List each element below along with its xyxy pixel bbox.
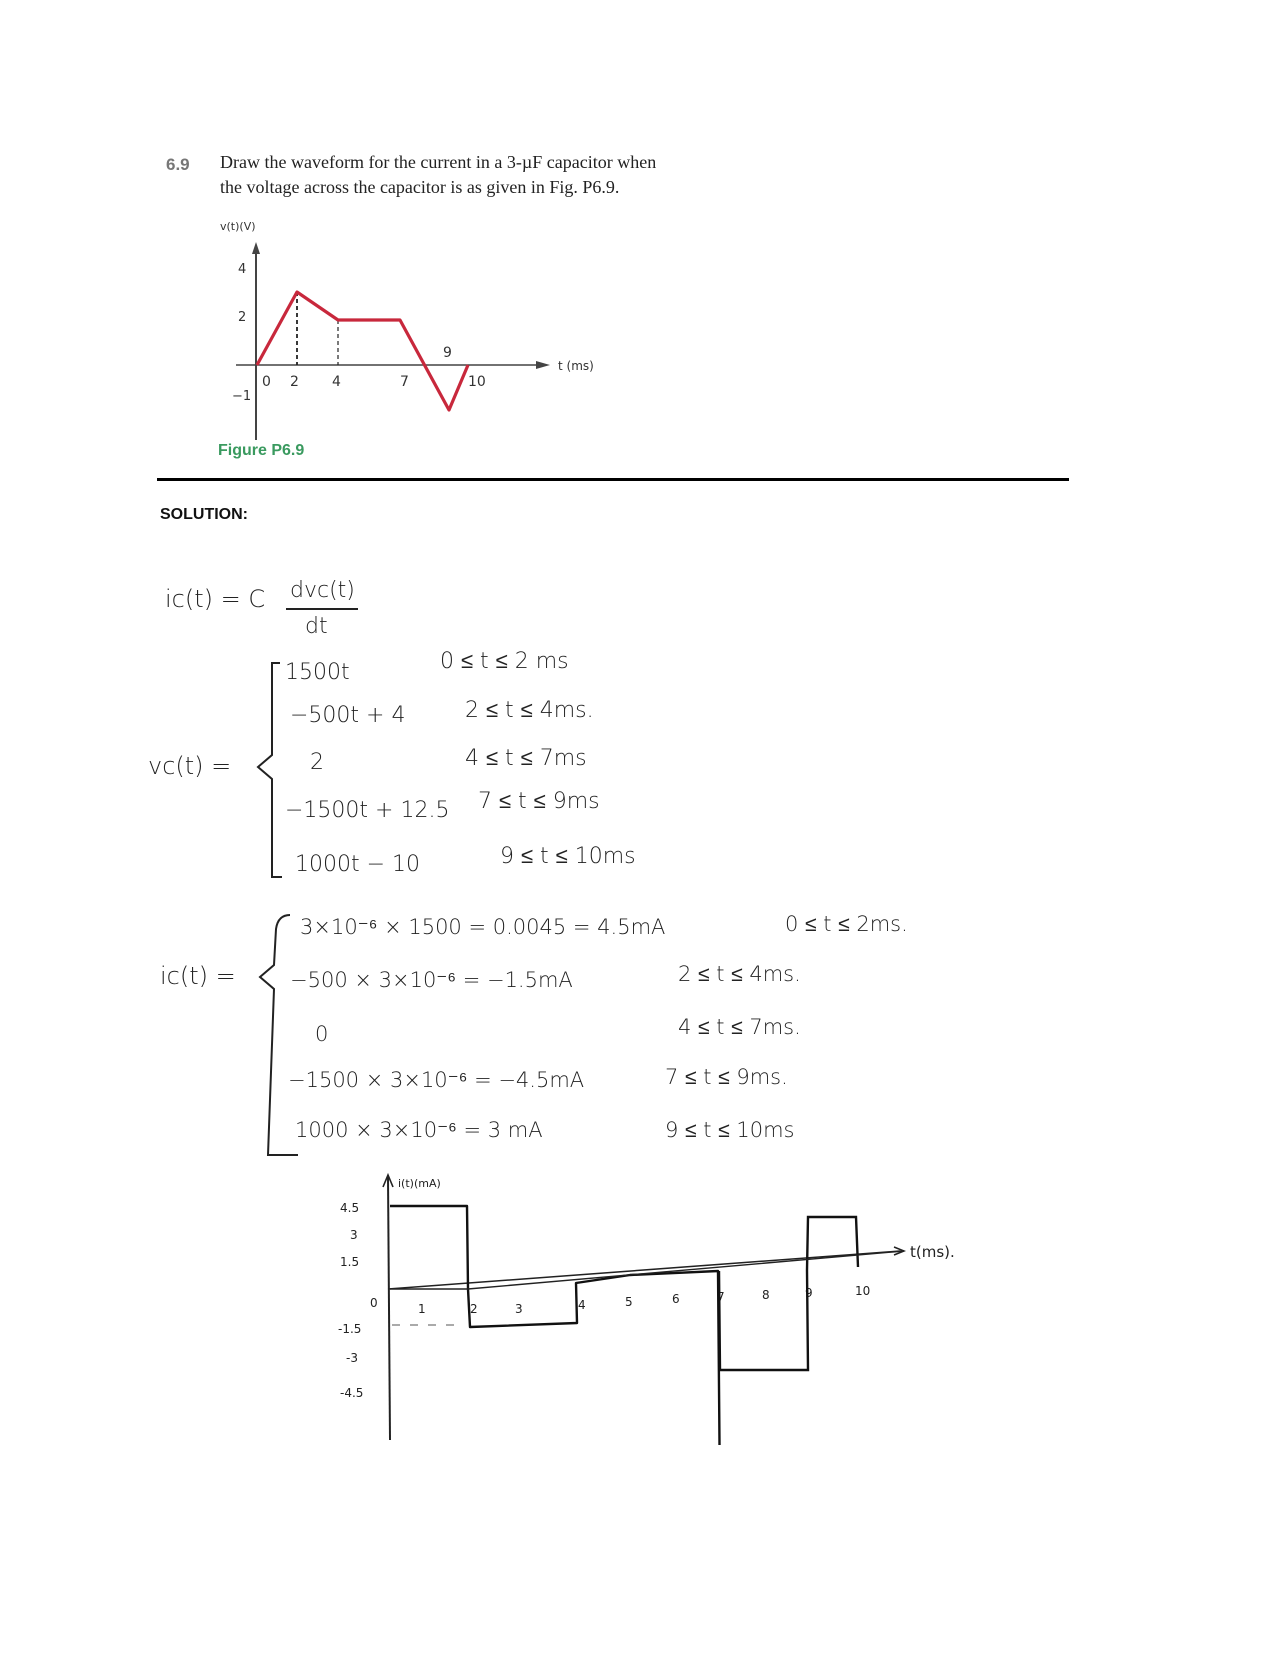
voltage-waveform-figure xyxy=(200,210,600,440)
current-waveform-plot xyxy=(320,1165,1000,1445)
current-definition-numerator: dvс(t) xyxy=(290,578,355,603)
svg-text:2: 2 xyxy=(238,310,247,325)
problem-number: 6.9 xyxy=(166,155,190,174)
svg-text:4: 4 xyxy=(578,1298,586,1312)
svg-text:-3: -3 xyxy=(346,1351,358,1365)
svg-text:5: 5 xyxy=(625,1295,633,1309)
svg-text:4: 4 xyxy=(332,374,341,390)
voltage-lhs: vс(t) = xyxy=(148,752,232,780)
svg-text:1.5: 1.5 xyxy=(340,1255,360,1269)
svg-text:0: 0 xyxy=(262,374,271,390)
svg-text:7: 7 xyxy=(717,1290,725,1304)
svg-text:1: 1 xyxy=(418,1302,426,1316)
svg-text:10: 10 xyxy=(468,374,486,390)
svg-text:-1.5: -1.5 xyxy=(338,1322,362,1336)
current-waveform-line xyxy=(390,1206,720,1445)
figure-x-axis-label: t (ms) xyxy=(558,359,594,373)
svg-text:4.5: 4.5 xyxy=(340,1201,360,1215)
plot-x-axis-label: t(ms). xyxy=(910,1243,955,1261)
svg-text:4: 4 xyxy=(238,262,247,277)
current-definition-lhs: iс(t) = C xyxy=(165,585,266,613)
svg-text:2: 2 xyxy=(470,1302,478,1316)
fraction-bar xyxy=(286,608,358,610)
svg-text:6: 6 xyxy=(672,1292,680,1306)
svg-text:−1: −1 xyxy=(232,389,252,404)
svg-text:8: 8 xyxy=(762,1288,770,1302)
problem-statement-line-2: the voltage across the capacitor is as given in Fig. P6.9. xyxy=(220,177,620,197)
svg-text:3: 3 xyxy=(515,1302,523,1316)
current-brace xyxy=(250,905,300,1165)
svg-text:10: 10 xyxy=(855,1284,871,1298)
svg-text:0: 0 xyxy=(370,1296,378,1310)
svg-text:3: 3 xyxy=(350,1228,358,1242)
svg-text:9: 9 xyxy=(805,1286,813,1300)
voltage-brace xyxy=(250,655,290,885)
solution-heading: SOLUTION: xyxy=(160,506,248,523)
voltage-waveform-line xyxy=(257,292,468,410)
figure-y-axis-label: v(t)(V) xyxy=(220,220,256,233)
current-definition-denominator: dt xyxy=(305,614,328,639)
current-lhs: iс(t) = xyxy=(160,962,236,990)
figure-caption: Figure P6.9 xyxy=(218,442,305,459)
svg-text:2: 2 xyxy=(290,374,299,390)
plot-y-axis-label: i(t)(mA) xyxy=(398,1177,441,1190)
svg-text:9: 9 xyxy=(443,345,452,361)
svg-text:-4.5: -4.5 xyxy=(340,1386,364,1400)
svg-text:7: 7 xyxy=(400,374,409,390)
problem-statement-line-1: Draw the waveform for the current in a 3-µF capacitor when xyxy=(220,152,657,172)
section-divider xyxy=(157,478,1069,481)
